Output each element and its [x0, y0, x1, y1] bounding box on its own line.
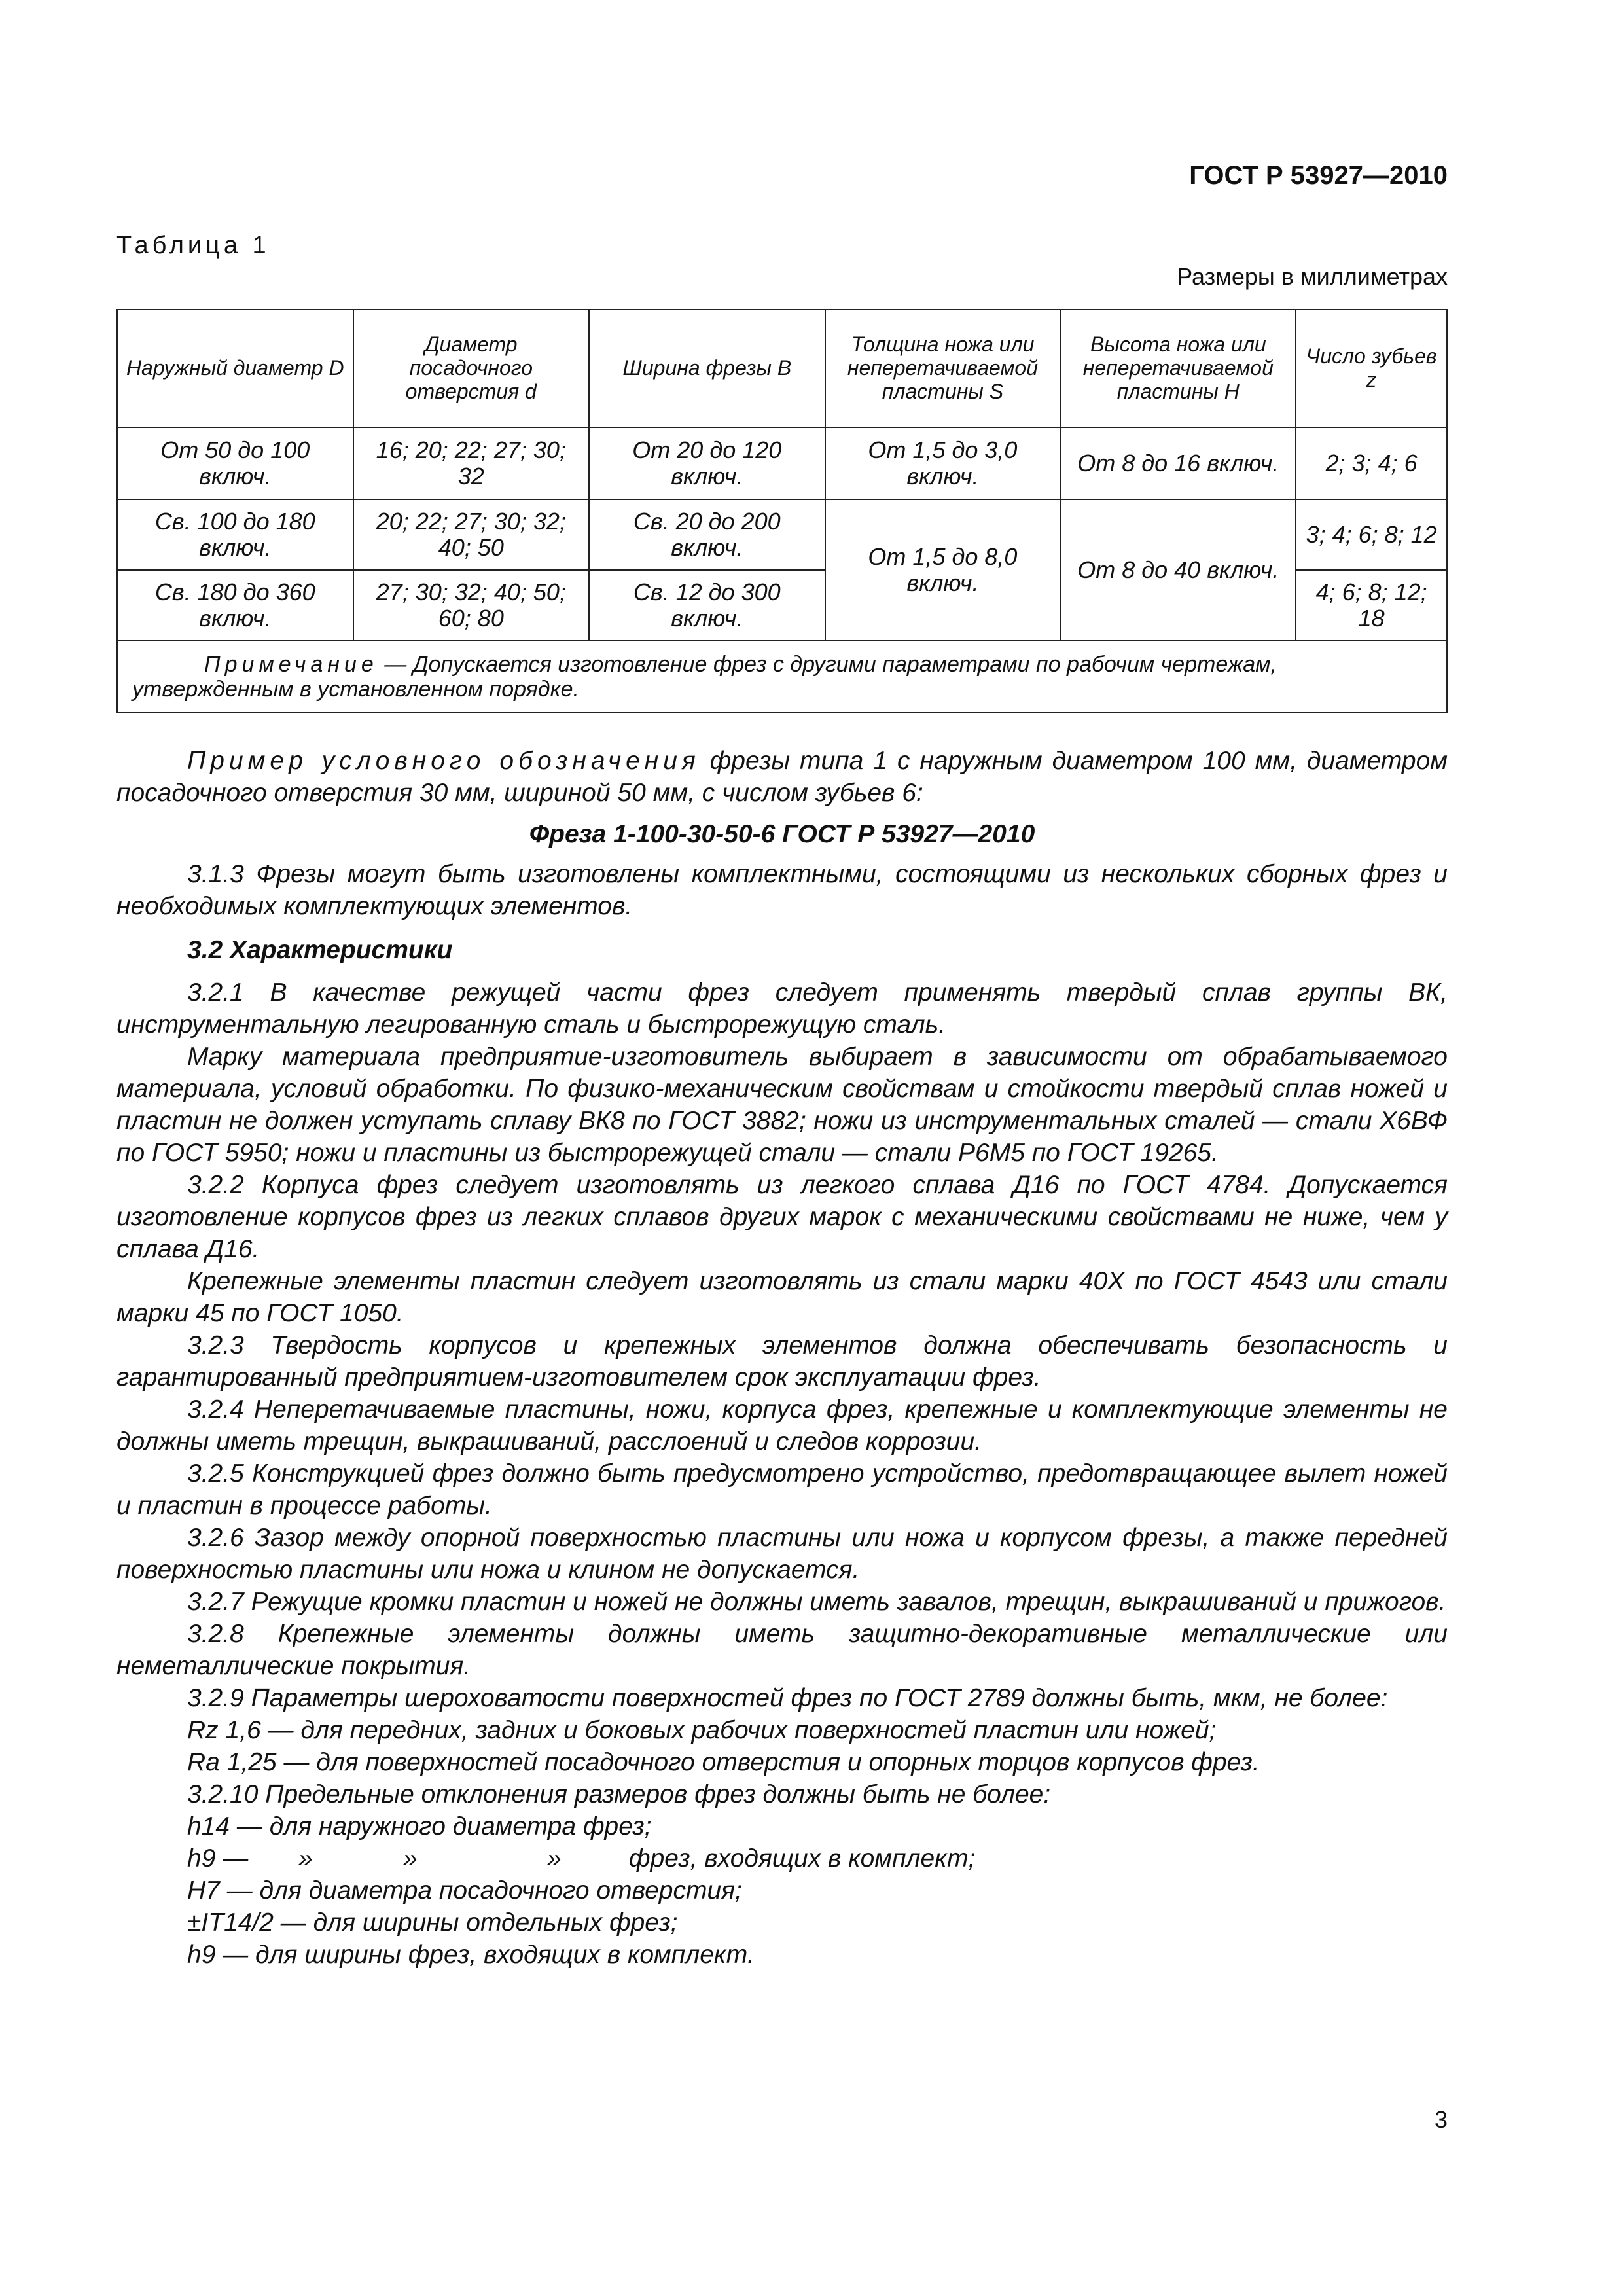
- table-row: [117, 427, 1447, 499]
- cell-z: 3; 4; 6; 8; 12: [1296, 499, 1447, 570]
- cell-d: 16; 20; 22; 27; 30; 32: [353, 427, 590, 499]
- header-teeth: Число зубьев z: [1296, 310, 1447, 427]
- tolerance-h9-set: [116, 1842, 1448, 1874]
- cell-B: От 20 до 120 включ.: [589, 427, 825, 499]
- page-number: 3: [1434, 2106, 1448, 2133]
- cell-H-merged: От 8 до 40 включ.: [1060, 499, 1296, 641]
- cell-d: 27; 30; 32; 40; 50; 60; 80: [353, 570, 590, 641]
- example-text: фрезы типа 1 с наружным диаметром 100 мм, диаметром посадочного отверстия 30 мм, шириной 50 мм, с числом зубьев 6:: [116, 747, 1448, 807]
- h9-suffix: фрез, входящих в комплект;: [629, 1844, 976, 1873]
- paragraph-3-2-2: 3.2.2 Корпуса фрез следует изготовлять из легкого сплава Д16 по ГОСТ 4784. Допускается изготовление корпусов фрез из легких сплавов других марок с механическими свойствами не ниже, чем у сплава Д16.: [116, 1171, 1448, 1263]
- tolerance-h9-width: h9 — для ширины фрез, входящих в комплект.: [187, 1941, 755, 1969]
- cell-D: Св. 180 до 360 включ.: [117, 570, 353, 641]
- note-text: — Допускается изготовление фрез с другими параметрами по рабочим чертежам, утвержденным в установленном порядке.: [132, 652, 1277, 702]
- header-thickness: Толщина ножа или неперетачиваемой пластины S: [825, 310, 1061, 427]
- paragraph-3-2-2-fasteners: Крепежные элементы пластин следует изготовлять из стали марки 40Х по ГОСТ 4543 или стали марки 45 по ГОСТ 1050.: [116, 1267, 1448, 1327]
- header-bore-diameter: Диаметр посадочного отверстия d: [353, 310, 590, 427]
- example-label: Пример условного обозначения: [187, 747, 700, 775]
- note-label: Примечание: [204, 652, 378, 677]
- paragraph-3-2-1-material: Марку материала предприятие-изготовитель выбирает в зависимости от обрабатываемого материала, условий обработки. По физико-механическим свойствам и стойкости твердый сплав ножей и пластин не должен уступать сплаву ВК8 по ГОСТ 3882; ножи из инструментальных сталей — стали Х6ВФ по ГОСТ 5950; ножи и пластины из быстрорежущей стали — стали Р6М5 по ГОСТ 19265.: [116, 1043, 1448, 1167]
- ditto-mark: »: [547, 1844, 562, 1873]
- h9-prefix: h9 —: [187, 1844, 249, 1873]
- ditto-mark: »: [298, 1844, 313, 1873]
- cell-D: Св. 100 до 180 включ.: [117, 499, 353, 570]
- header-outer-diameter: Наружный диаметр D: [117, 310, 353, 427]
- tolerance-it14: ±IT14/2 — для ширины отдельных фрез;: [187, 1909, 678, 1937]
- table-note-row: [117, 641, 1447, 713]
- paragraph-3-2-4: 3.2.4 Неперетачиваемые пластины, ножи, корпуса фрез, крепежные и комплектующие элементы не должны иметь трещин, выкрашиваний, расслоений и следов коррозии.: [116, 1395, 1448, 1456]
- cell-B: Св. 12 до 300 включ.: [589, 570, 825, 641]
- parameters-table: [116, 309, 1448, 713]
- document-header: ГОСТ Р 53927—2010: [1189, 161, 1448, 190]
- paragraph-3-2-10: 3.2.10 Предельные отклонения размеров фрез должны быть не более:: [187, 1780, 1051, 1808]
- paragraph-3-2-8: 3.2.8 Крепежные элементы должны иметь защитно-декоративные металлические или неметаллические покрытия.: [116, 1620, 1448, 1680]
- header-width: Ширина фрезы B: [589, 310, 825, 427]
- tolerance-h14: h14 — для наружного диаметра фрез;: [187, 1812, 652, 1840]
- cell-B: Св. 20 до 200 включ.: [589, 499, 825, 570]
- paragraph-3-2-7: 3.2.7 Режущие кромки пластин и ножей не должны иметь завалов, трещин, выкрашиваний и прижогов.: [187, 1588, 1446, 1616]
- cell-S: От 1,5 до 3,0 включ.: [825, 427, 1061, 499]
- table-header-row: [117, 310, 1447, 427]
- cell-z: 4; 6; 8; 12; 18: [1296, 570, 1447, 641]
- paragraph-3-2-6: 3.2.6 Зазор между опорной поверхностью пластины или ножа и корпусом фрезы, а также передней поверхностью пластины или ножа и клином не допускается.: [116, 1524, 1448, 1584]
- cell-d: 20; 22; 27; 30; 32; 40; 50: [353, 499, 590, 570]
- paragraph-3-2-3: 3.2.3 Твердость корпусов и крепежных элементов должна обеспечивать безопасность и гарантированный предприятием-изготовителем срок эксплуатации фрез.: [116, 1331, 1448, 1391]
- roughness-ra: Ra 1,25 — для поверхностей посадочного отверстия и опорных торцов корпусов фрез.: [187, 1748, 1260, 1776]
- cell-H: От 8 до 16 включ.: [1060, 427, 1296, 499]
- paragraph-3-2-5: 3.2.5 Конструкцией фрез должно быть предусмотрено устройство, предотвращающее вылет ножей и пластин в процессе работы.: [116, 1460, 1448, 1520]
- roughness-rz: Rz 1,6 — для передних, задних и боковых рабочих поверхностей пластин или ножей;: [187, 1716, 1217, 1744]
- paragraph-3-1-3: 3.1.3 Фрезы могут быть изготовлены комплектными, состоящими из нескольких сборных фрез и необходимых комплектующих элементов.: [116, 860, 1448, 920]
- table-note: [117, 641, 1447, 713]
- ditto-mark: »: [403, 1844, 418, 1873]
- header-height: Высота ножа или неперетачиваемой пластины H: [1060, 310, 1296, 427]
- section-heading: 3.2 Характеристики: [187, 936, 453, 964]
- tolerance-H7: H7 — для диаметра посадочного отверстия;: [187, 1876, 742, 1905]
- example-paragraph: [116, 745, 1448, 809]
- table-units: Размеры в миллиметрах: [1177, 263, 1448, 290]
- table-row: [117, 499, 1447, 570]
- cell-S-merged: От 1,5 до 8,0 включ.: [825, 499, 1061, 641]
- paragraph-3-2-1: 3.2.1 В качестве режущей части фрез следует применять твердый сплав группы ВК, инструментальную легированную сталь и быстрорежущую сталь.: [116, 978, 1448, 1039]
- cell-D: От 50 до 100 включ.: [117, 427, 353, 499]
- cell-z: 2; 3; 4; 6: [1296, 427, 1447, 499]
- table-title: Таблица 1: [116, 232, 270, 259]
- paragraph-3-2-9: 3.2.9 Параметры шероховатости поверхностей фрез по ГОСТ 2789 должны быть, мкм, не более:: [187, 1684, 1388, 1712]
- document-body: [116, 745, 1448, 1971]
- designation: Фреза 1-100-30-50-6 ГОСТ Р 53927—2010: [529, 820, 1035, 848]
